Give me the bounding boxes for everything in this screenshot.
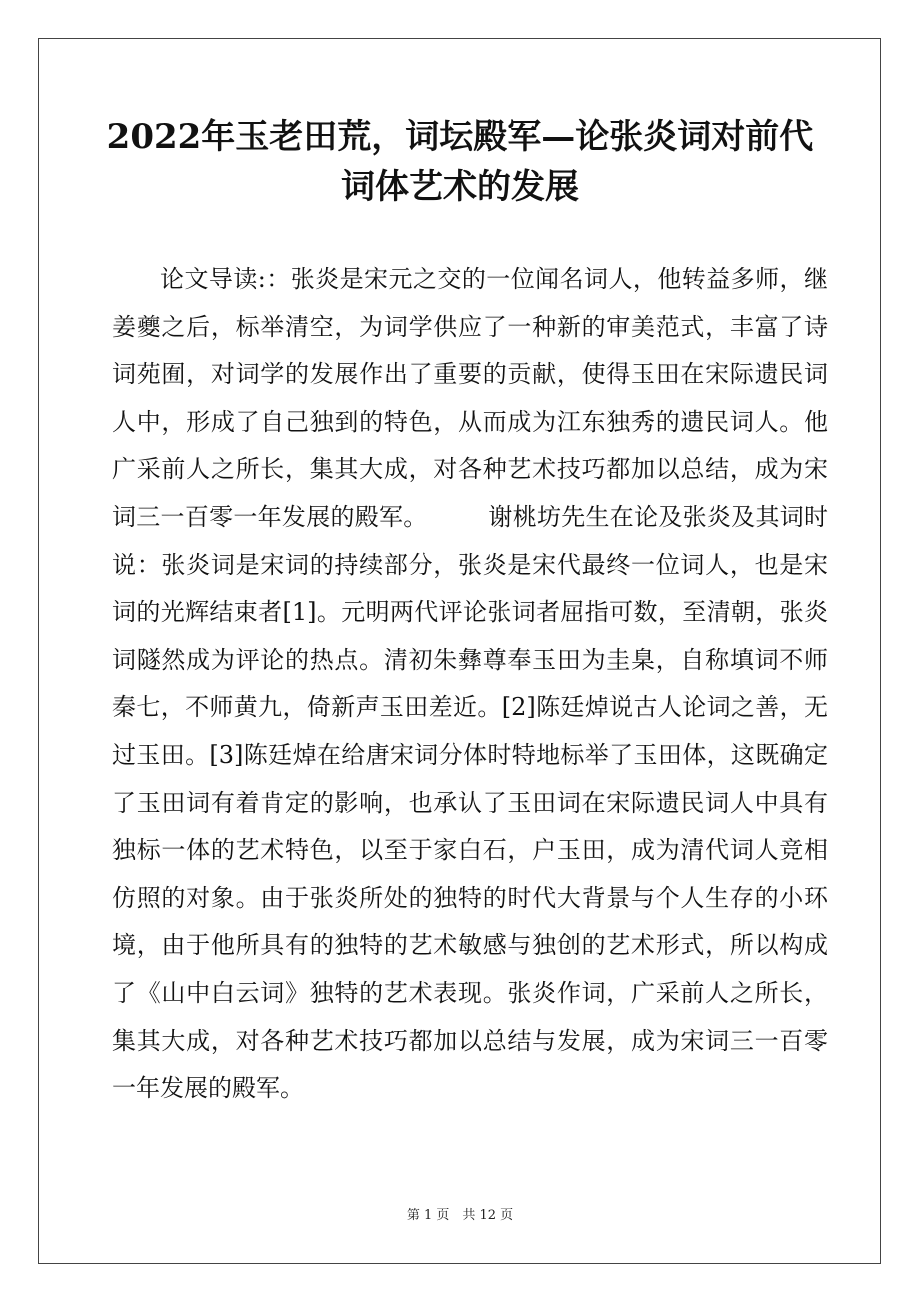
document-title (60, 112, 860, 212)
body-paragraph: 论文导读:：张炎是宋元之交的一位闻名词人，他转益多师，继姜夔之后，标举清空，为词学供应了一种新的审美范式，丰富了诗词苑囿，对词学的发展作出了重要的贡献，使得玉田在宋际遗民词人中，形成了自己独到的特色，从而成为江东独秀的遗民词人。他广采前人之所长，集其大成，对各种艺术技巧都加以总结，成为宋词三一百零一年发展的殿军。 谢桃坊先生在论及张炎及其词时说：张炎词是宋词的持续部分，张炎是宋代最终一位词人，也是宋词的光辉结束者[1]。元明两代评论张词者屈指可数，至清朝，张炎词隧然成为评论的热点。清初朱彝尊奉玉田为圭臬，自称填词不师秦七，不师黄九，倚新声玉田差近。[2]陈廷焯说古人论词之善，无过玉田。[3]陈廷焯在给唐宋词分体时特地标举了玉田体，这既确定了玉田词有着肯定的影响，也承认了玉田词在宋际遗民词人中具有独标一体的艺术特色，以至于家白石，户玉田，成为清代词人竞相仿照的对象。由于张炎所处的独特的时代大背景与个人生存的小环境，由于他所具有的独特的艺术敏感与独创的艺术形式，所以构成了《山中白云词》独特的艺术表现。张炎作词，广采前人之所长，集其大成，对各种艺术技巧都加以总结与发展，成为宋词三一百零一年发展的殿军。 (112, 265, 828, 1103)
title-line-1: 2022年玉老田荒，词坛殿军—论张炎词对前代 (106, 117, 814, 157)
page-number-footer: 第 1 页 共 12 页 (406, 1208, 514, 1223)
title-line-2: 词体艺术的发展 (341, 167, 579, 207)
